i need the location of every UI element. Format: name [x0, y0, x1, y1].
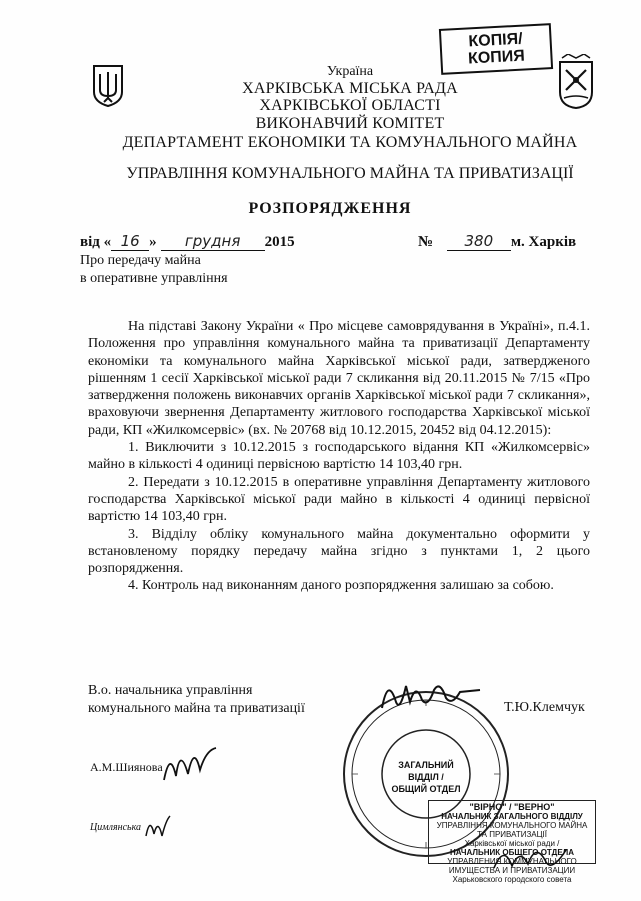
date-day: 16: [111, 232, 149, 251]
date-line: [80, 232, 295, 251]
copy-stamp-line2: КОПИЯ: [467, 47, 526, 68]
verno-line2: УПРАВЛІННЯ КОМУНАЛЬНОГО МАЙНА ТА ПРИВАТИЗАЦІЇ: [436, 821, 588, 839]
header-country: Україна: [326, 64, 374, 79]
number-line: [418, 232, 576, 251]
item-1: 1. Виключити з 10.12.2015 з господарського відання КП «Жилкомсервіс» майно в кількості 4 одиниці первісною вартістю 14 103,40 грн.: [88, 440, 590, 473]
executor-1: А.М.Шиянова: [90, 760, 163, 774]
verno-title: "ВІРНО" / "ВЕРНО": [469, 802, 555, 812]
item-2: 2. Передати з 10.12.2015 в оперативне управління Департаменту житлового господарства Харківської міської ради майно в кількості 4 одиниці первісної вартістю 14 103,40 грн.: [88, 474, 590, 525]
date-mid: »: [149, 234, 157, 250]
date-year: 2015: [264, 234, 295, 250]
header-region: ХАРКІВСЬКОЇ ОБЛАСТІ: [259, 97, 441, 114]
verno-line5: УПРАВЛЕНИЯ КОММУНАЛЬНОГО ИМУЩЕСТВА И ПРИВАТИЗАЦИИ: [447, 857, 577, 875]
verno-line1: НАЧАЛЬНИК ЗАГАЛЬНОГО ВІДДІЛУ: [441, 812, 583, 821]
signatory-title: [88, 682, 305, 718]
subject: [80, 252, 228, 288]
round-stamp-line3: ОБЩИЙ ОТДЕЛ: [391, 784, 461, 794]
number-prefix: №: [418, 234, 434, 250]
header-committee: ВИКОНАВЧИЙ КОМІТЕТ: [255, 115, 445, 132]
copy-stamp-line1: КОПІЯ/: [468, 30, 524, 51]
item-3: 3. Відділу обліку комунального майна документально оформити у встановленому порядку передачу майна згідно з пунктами 1, 2 цього розпорядження.: [88, 526, 590, 577]
signatory-title-line1: В.о. начальника управління: [88, 683, 253, 698]
signatory-title-line2: комунального майна та приватизації: [88, 701, 305, 716]
item-4: 4. Контроль над виконанням даного розпорядження залишаю за собою.: [128, 578, 554, 594]
executor-2: Цимлянська: [90, 822, 141, 833]
number-value: 380: [447, 232, 511, 251]
verno-line6: Харьковского городского совета: [452, 875, 572, 884]
date-month: грудня: [161, 232, 265, 251]
header-department: ДЕПАРТАМЕНТ ЕКОНОМІКИ ТА КОМУНАЛЬНОГО МАЙНА: [122, 134, 578, 151]
administration-title: УПРАВЛІННЯ КОМУНАЛЬНОГО МАЙНА ТА ПРИВАТИЗАЦІЇ: [126, 165, 574, 182]
round-stamp-line2: ВІДДІЛ /: [408, 772, 444, 782]
executor-2-signature: [142, 812, 172, 842]
trident-emblem-icon: [90, 64, 126, 108]
date-prefix: від «: [80, 234, 112, 250]
round-stamp-line1: ЗАГАЛЬНИЙ: [398, 760, 454, 770]
header-council: ХАРКІВСЬКА МІСЬКА РАДА: [242, 80, 458, 97]
verno-signature: [490, 838, 570, 878]
executor-1-signature: [160, 740, 220, 790]
handwritten-signature-main: [376, 672, 486, 720]
signatory-name: Т.Ю.Клемчук: [504, 700, 585, 715]
kharkiv-coat-of-arms-icon: [556, 54, 596, 110]
subject-line2: в оперативне управління: [80, 271, 228, 286]
subject-line1: Про передачу майна: [80, 253, 201, 268]
verno-line3: Харківської міської ради /: [464, 839, 560, 848]
city: м. Харків: [510, 234, 577, 250]
verno-line4: НАЧАЛЬНИК ОБЩЕГО ОТДЕЛА: [449, 848, 575, 857]
document-body: [88, 318, 590, 595]
preamble: На підставі Закону України « Про місцеве самоврядування в Україні», п.4.1. Положення про управління комунального майна та приватизації Департаменту економіки та комунального майна Харківської міської ради, затвердженого рішенням 1 сесії Харківської міської ради 7 скликання від 20.11.2015 № 7/15 «Про затвердження положень виконавчих органів Харківської міської ради 7 скликання», враховуючи звернення Департаменту житлового господарства Харківської міської ради, КП «Жилкомсервіс» (вх. № 20768 від 10.12.2015, 20452 від 04.12.2015):: [88, 319, 590, 438]
document-type: РОЗПОРЯДЖЕННЯ: [248, 200, 412, 217]
